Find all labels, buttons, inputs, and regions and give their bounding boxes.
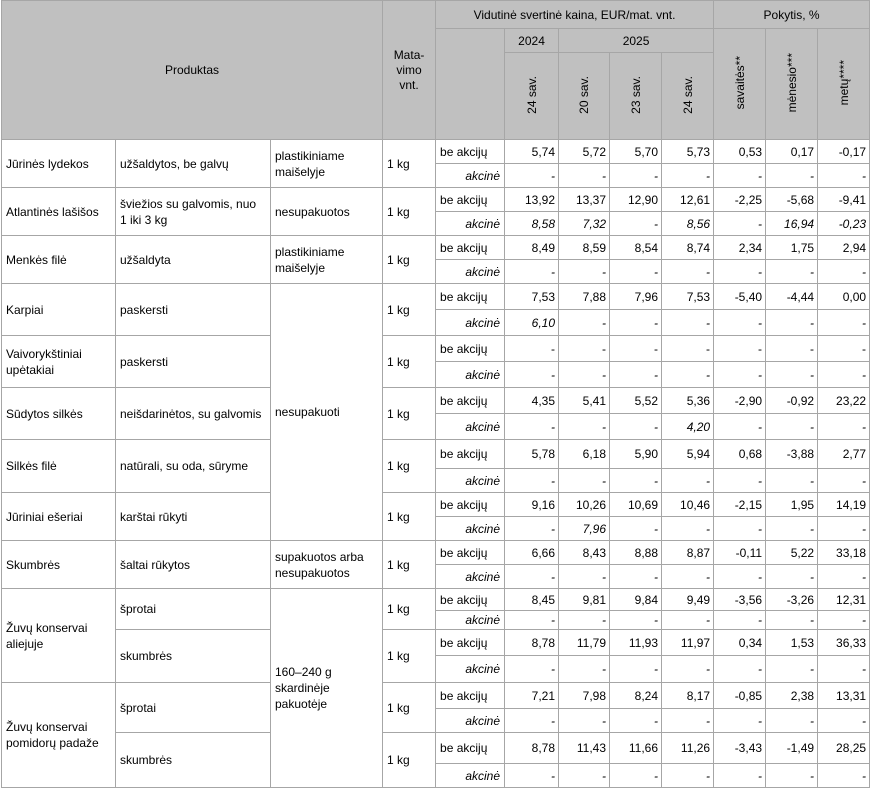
cell-change-year: 36,33 — [818, 630, 870, 656]
cell-change-week: - — [714, 310, 766, 336]
cell-price-2025-w24: - — [662, 336, 714, 362]
unit: 1 kg — [383, 284, 436, 336]
table-row — [2, 630, 870, 656]
table-row — [2, 140, 870, 164]
cell-price-2024-w24: 5,74 — [505, 140, 559, 164]
price-type-promo: akcinė — [436, 260, 505, 284]
cell-price-2025-w20: - — [559, 469, 610, 493]
cell-change-month: -4,44 — [766, 284, 818, 310]
cell-change-month: 1,75 — [766, 236, 818, 260]
cell-price-2025-w20: - — [559, 611, 610, 630]
cell-price-2025-w20: 7,32 — [559, 212, 610, 236]
cell-price-2025-w23: - — [610, 212, 662, 236]
cell-price-2024-w24: 5,78 — [505, 440, 559, 469]
header-avg-price: Vidutinė svertinė kaina, EUR/mat. vnt. — [436, 1, 714, 29]
price-type-regular: be akcijų — [436, 236, 505, 260]
cell-change-month: - — [766, 469, 818, 493]
cell-price-2025-w24: 4,20 — [662, 414, 714, 440]
price-type-promo: akcinė — [436, 611, 505, 630]
cell-price-2025-w23: - — [610, 764, 662, 788]
cell-change-week: 0,34 — [714, 630, 766, 656]
cell-price-2025-w23: - — [610, 611, 662, 630]
cell-price-2024-w24: 8,58 — [505, 212, 559, 236]
table-row — [2, 440, 870, 469]
cell-change-month: - — [766, 336, 818, 362]
cell-change-year: 0,00 — [818, 284, 870, 310]
cell-price-2025-w24: 11,97 — [662, 630, 714, 656]
cell-price-2024-w24: 13,92 — [505, 188, 559, 212]
price-type-regular: be akcijų — [436, 140, 505, 164]
cell-price-2025-w20: - — [559, 414, 610, 440]
cell-change-year: - — [818, 656, 870, 683]
cell-price-2025-w20: - — [559, 336, 610, 362]
cell-change-year: 23,22 — [818, 388, 870, 414]
cell-change-month: - — [766, 656, 818, 683]
cell-price-2025-w23: - — [610, 565, 662, 589]
price-type-promo: akcinė — [436, 164, 505, 188]
cell-price-2025-w23: 8,54 — [610, 236, 662, 260]
cell-price-2024-w24: - — [505, 656, 559, 683]
product-name: Vaivorykštiniai upėtakiai — [2, 336, 116, 388]
cell-price-2025-w23: - — [610, 260, 662, 284]
cell-change-year: 33,18 — [818, 541, 870, 565]
cell-price-2025-w24: - — [662, 260, 714, 284]
cell-price-2025-w24: 8,87 — [662, 541, 714, 565]
cell-change-week: - — [714, 414, 766, 440]
cell-price-2025-w23: 5,90 — [610, 440, 662, 469]
table-row — [2, 336, 870, 362]
cell-price-2024-w24: - — [505, 709, 559, 733]
header-blank — [436, 29, 505, 140]
cell-price-2025-w24: 10,46 — [662, 493, 714, 517]
cell-change-month: 5,22 — [766, 541, 818, 565]
cell-change-year: 2,94 — [818, 236, 870, 260]
cell-change-month: -1,49 — [766, 733, 818, 764]
cell-price-2024-w24: 8,45 — [505, 589, 559, 611]
unit: 1 kg — [383, 589, 436, 630]
cell-price-2025-w20: 8,43 — [559, 541, 610, 565]
cell-price-2025-w20: 5,72 — [559, 140, 610, 164]
unit: 1 kg — [383, 493, 436, 541]
cell-price-2025-w20: 13,37 — [559, 188, 610, 212]
cell-change-year: - — [818, 362, 870, 388]
cell-change-month: -3,88 — [766, 440, 818, 469]
cell-price-2025-w24: 5,36 — [662, 388, 714, 414]
cell-change-month: - — [766, 709, 818, 733]
cell-price-2024-w24: 8,78 — [505, 630, 559, 656]
unit: 1 kg — [383, 140, 436, 188]
cell-price-2025-w20: 10,26 — [559, 493, 610, 517]
cell-price-2025-w23: - — [610, 336, 662, 362]
unit: 1 kg — [383, 541, 436, 589]
header-change-year: metų**** — [818, 29, 870, 140]
table-row — [2, 188, 870, 212]
cell-price-2025-w24: 12,61 — [662, 188, 714, 212]
packaging: plastikiniame maišelyje — [271, 236, 383, 284]
cell-change-year: 2,77 — [818, 440, 870, 469]
cell-change-week: -5,40 — [714, 284, 766, 310]
cell-change-week: -2,15 — [714, 493, 766, 517]
unit: 1 kg — [383, 188, 436, 236]
price-type-promo: akcinė — [436, 212, 505, 236]
cell-price-2024-w24: - — [505, 469, 559, 493]
unit: 1 kg — [383, 388, 436, 440]
price-type-promo: akcinė — [436, 656, 505, 683]
fish-price-table — [1, 0, 870, 788]
product-name: Sūdytos silkės — [2, 388, 116, 440]
cell-change-month: 16,94 — [766, 212, 818, 236]
cell-change-month: -3,26 — [766, 589, 818, 611]
cell-price-2025-w23: - — [610, 517, 662, 541]
cell-change-year: - — [818, 611, 870, 630]
price-type-regular: be akcijų — [436, 541, 505, 565]
unit: 1 kg — [383, 630, 436, 683]
cell-change-month: - — [766, 414, 818, 440]
cell-change-month: 1,53 — [766, 630, 818, 656]
cell-price-2025-w24: - — [662, 469, 714, 493]
table-row — [2, 683, 870, 709]
cell-price-2025-w20: 7,88 — [559, 284, 610, 310]
unit: 1 kg — [383, 236, 436, 284]
price-type-promo: akcinė — [436, 362, 505, 388]
header-year-2024: 2024 — [505, 29, 559, 53]
header-change: Pokytis, % — [714, 1, 870, 29]
cell-price-2025-w20: 11,43 — [559, 733, 610, 764]
table-row — [2, 284, 870, 310]
cell-change-year: 14,19 — [818, 493, 870, 517]
cell-change-month: -0,92 — [766, 388, 818, 414]
cell-change-year: -0,23 — [818, 212, 870, 236]
cell-price-2025-w23: 8,24 — [610, 683, 662, 709]
cell-change-month: 1,95 — [766, 493, 818, 517]
cell-change-month: - — [766, 517, 818, 541]
cell-change-year: 28,25 — [818, 733, 870, 764]
cell-price-2025-w20: - — [559, 656, 610, 683]
cell-price-2025-w24: - — [662, 517, 714, 541]
cell-price-2025-w23: 10,69 — [610, 493, 662, 517]
price-type-regular: be akcijų — [436, 493, 505, 517]
cell-price-2024-w24: - — [505, 611, 559, 630]
cell-price-2025-w24: 11,26 — [662, 733, 714, 764]
cell-price-2025-w23: - — [610, 709, 662, 733]
product-desc: užšaldytos, be galvų — [116, 140, 271, 188]
cell-price-2024-w24: 6,10 — [505, 310, 559, 336]
cell-price-2025-w23: - — [610, 310, 662, 336]
price-type-promo: akcinė — [436, 310, 505, 336]
cell-price-2025-w24: 8,17 — [662, 683, 714, 709]
cell-price-2025-w23: - — [610, 656, 662, 683]
header-change-week: savaitės** — [714, 29, 766, 140]
cell-price-2024-w24: 9,16 — [505, 493, 559, 517]
header-unit: Mata-vimo vnt. — [383, 1, 436, 140]
price-type-promo: akcinė — [436, 565, 505, 589]
cell-change-week: -2,90 — [714, 388, 766, 414]
cell-price-2025-w24: - — [662, 764, 714, 788]
unit: 1 kg — [383, 440, 436, 493]
product-name: Jūriniai ešeriai — [2, 493, 116, 541]
table-row — [2, 589, 870, 611]
cell-price-2024-w24: - — [505, 362, 559, 388]
header-week-2025-24: 24 sav. — [662, 53, 714, 140]
cell-price-2024-w24: 7,21 — [505, 683, 559, 709]
cell-price-2025-w23: 5,70 — [610, 140, 662, 164]
cell-price-2025-w20: 11,79 — [559, 630, 610, 656]
product-desc: šviežios su galvomis, nuo 1 iki 3 kg — [116, 188, 271, 236]
price-type-regular: be akcijų — [436, 630, 505, 656]
cell-change-month: - — [766, 362, 818, 388]
product-name: Karpiai — [2, 284, 116, 336]
cell-price-2025-w23: 5,52 — [610, 388, 662, 414]
cell-change-week: -0,11 — [714, 541, 766, 565]
cell-change-year: - — [818, 336, 870, 362]
cell-change-week: - — [714, 164, 766, 188]
cell-price-2025-w24: - — [662, 164, 714, 188]
cell-price-2024-w24: 8,49 — [505, 236, 559, 260]
cell-change-month: - — [766, 260, 818, 284]
cell-price-2025-w24: - — [662, 709, 714, 733]
packaging: nesupakuotos — [271, 188, 383, 236]
cell-change-year: - — [818, 310, 870, 336]
cell-price-2025-w20: - — [559, 260, 610, 284]
product-name: Žuvų konservai pomidorų padaže — [2, 683, 116, 788]
cell-price-2025-w24: 8,56 — [662, 212, 714, 236]
product-desc: neišdarinėtos, su galvomis — [116, 388, 271, 440]
cell-change-week: - — [714, 212, 766, 236]
cell-price-2025-w20: - — [559, 362, 610, 388]
packaging: plastikiniame maišelyje — [271, 140, 383, 188]
cell-change-year: - — [818, 414, 870, 440]
cell-change-year: - — [818, 517, 870, 541]
cell-change-year: - — [818, 469, 870, 493]
cell-price-2025-w23: 11,66 — [610, 733, 662, 764]
cell-price-2024-w24: - — [505, 260, 559, 284]
cell-price-2025-w24: - — [662, 656, 714, 683]
cell-change-week: - — [714, 469, 766, 493]
cell-price-2025-w24: 8,74 — [662, 236, 714, 260]
table-row — [2, 541, 870, 565]
product-desc: paskersti — [116, 336, 271, 388]
cell-price-2025-w24: 9,49 — [662, 589, 714, 611]
cell-price-2025-w24: 7,53 — [662, 284, 714, 310]
price-type-regular: be akcijų — [436, 683, 505, 709]
cell-change-year: -9,41 — [818, 188, 870, 212]
product-desc: skumbrės — [116, 733, 271, 788]
table-row — [2, 493, 870, 517]
cell-change-week: 2,34 — [714, 236, 766, 260]
cell-price-2025-w23: - — [610, 362, 662, 388]
cell-change-year: -0,17 — [818, 140, 870, 164]
cell-change-year: - — [818, 260, 870, 284]
header-change-month: mėnesio*** — [766, 29, 818, 140]
cell-price-2025-w20: 5,41 — [559, 388, 610, 414]
product-name: Silkės filė — [2, 440, 116, 493]
packaging: 160–240 g skardinėje pakuotėje — [271, 589, 383, 788]
cell-change-week: -0,85 — [714, 683, 766, 709]
cell-price-2025-w23: - — [610, 164, 662, 188]
cell-price-2025-w23: 9,84 — [610, 589, 662, 611]
table-row — [2, 733, 870, 764]
header-year-2025: 2025 — [559, 29, 714, 53]
table-row — [2, 236, 870, 260]
price-type-regular: be akcijų — [436, 336, 505, 362]
cell-change-week: - — [714, 260, 766, 284]
price-type-promo: akcinė — [436, 764, 505, 788]
cell-price-2024-w24: - — [505, 517, 559, 541]
cell-price-2025-w20: 6,18 — [559, 440, 610, 469]
cell-price-2024-w24: 7,53 — [505, 284, 559, 310]
product-desc: užšaldyta — [116, 236, 271, 284]
packaging: nesupakuoti — [271, 284, 383, 541]
cell-price-2025-w24: 5,94 — [662, 440, 714, 469]
cell-change-year: 12,31 — [818, 589, 870, 611]
cell-change-year: - — [818, 709, 870, 733]
cell-price-2025-w20: 8,59 — [559, 236, 610, 260]
cell-price-2025-w20: 9,81 — [559, 589, 610, 611]
cell-change-month: 2,38 — [766, 683, 818, 709]
cell-price-2025-w20: - — [559, 709, 610, 733]
cell-price-2025-w20: 7,98 — [559, 683, 610, 709]
cell-price-2025-w24: - — [662, 310, 714, 336]
unit: 1 kg — [383, 733, 436, 788]
cell-change-week: - — [714, 656, 766, 683]
packaging: supakuotos arba nesupakuotos — [271, 541, 383, 589]
price-type-regular: be akcijų — [436, 440, 505, 469]
header-week-2024-24: 24 sav. — [505, 53, 559, 140]
cell-price-2025-w24: - — [662, 362, 714, 388]
cell-price-2024-w24: - — [505, 565, 559, 589]
cell-change-week: - — [714, 362, 766, 388]
cell-price-2025-w20: 7,96 — [559, 517, 610, 541]
header-week-2025-20: 20 sav. — [559, 53, 610, 140]
product-desc: karštai rūkyti — [116, 493, 271, 541]
cell-price-2025-w23: 12,90 — [610, 188, 662, 212]
cell-change-week: - — [714, 517, 766, 541]
cell-change-week: -2,25 — [714, 188, 766, 212]
cell-change-month: - — [766, 611, 818, 630]
cell-change-week: -3,56 — [714, 589, 766, 611]
price-type-regular: be akcijų — [436, 284, 505, 310]
cell-change-week: - — [714, 611, 766, 630]
cell-price-2025-w23: - — [610, 414, 662, 440]
price-type-promo: akcinė — [436, 469, 505, 493]
cell-change-week: - — [714, 565, 766, 589]
cell-price-2025-w23: 8,88 — [610, 541, 662, 565]
header-product: Produktas — [2, 1, 383, 140]
price-type-regular: be akcijų — [436, 188, 505, 212]
cell-change-month: -5,68 — [766, 188, 818, 212]
cell-change-week: - — [714, 764, 766, 788]
unit: 1 kg — [383, 683, 436, 733]
cell-change-week: -3,43 — [714, 733, 766, 764]
cell-price-2025-w24: - — [662, 611, 714, 630]
product-name: Menkės filė — [2, 236, 116, 284]
table-row — [2, 388, 870, 414]
cell-change-month: - — [766, 310, 818, 336]
cell-change-month: - — [766, 764, 818, 788]
price-type-regular: be akcijų — [436, 589, 505, 611]
price-type-regular: be akcijų — [436, 733, 505, 764]
cell-price-2025-w24: - — [662, 565, 714, 589]
cell-change-year: 13,31 — [818, 683, 870, 709]
price-type-promo: akcinė — [436, 414, 505, 440]
cell-price-2025-w24: 5,73 — [662, 140, 714, 164]
cell-price-2024-w24: 6,66 — [505, 541, 559, 565]
cell-price-2024-w24: - — [505, 336, 559, 362]
cell-change-month: 0,17 — [766, 140, 818, 164]
cell-change-week: - — [714, 336, 766, 362]
price-type-regular: be akcijų — [436, 388, 505, 414]
cell-price-2025-w23: - — [610, 469, 662, 493]
product-desc: skumbrės — [116, 630, 271, 683]
cell-change-year: - — [818, 764, 870, 788]
product-desc: šprotai — [116, 589, 271, 630]
cell-price-2025-w20: - — [559, 565, 610, 589]
cell-price-2025-w20: - — [559, 310, 610, 336]
cell-price-2024-w24: 4,35 — [505, 388, 559, 414]
price-type-promo: akcinė — [436, 517, 505, 541]
cell-price-2025-w23: 7,96 — [610, 284, 662, 310]
cell-price-2025-w20: - — [559, 764, 610, 788]
cell-price-2024-w24: - — [505, 164, 559, 188]
header-week-2025-23: 23 sav. — [610, 53, 662, 140]
product-desc: šprotai — [116, 683, 271, 733]
product-desc: natūrali, su oda, sūryme — [116, 440, 271, 493]
cell-change-month: - — [766, 164, 818, 188]
cell-change-week: 0,53 — [714, 140, 766, 164]
unit: 1 kg — [383, 336, 436, 388]
product-name: Skumbrės — [2, 541, 116, 589]
cell-change-week: - — [714, 709, 766, 733]
product-desc: šaltai rūkytos — [116, 541, 271, 589]
cell-change-week: 0,68 — [714, 440, 766, 469]
cell-price-2025-w23: 11,93 — [610, 630, 662, 656]
cell-change-year: - — [818, 164, 870, 188]
product-name: Jūrinės lydekos — [2, 140, 116, 188]
price-type-promo: akcinė — [436, 709, 505, 733]
cell-price-2024-w24: - — [505, 414, 559, 440]
cell-price-2025-w20: - — [559, 164, 610, 188]
product-desc: paskersti — [116, 284, 271, 336]
cell-price-2024-w24: 8,78 — [505, 733, 559, 764]
cell-change-year: - — [818, 565, 870, 589]
cell-price-2024-w24: - — [505, 764, 559, 788]
table-body — [2, 140, 870, 788]
cell-change-month: - — [766, 565, 818, 589]
product-name: Atlantinės lašišos — [2, 188, 116, 236]
product-name: Žuvų konservai aliejuje — [2, 589, 116, 683]
